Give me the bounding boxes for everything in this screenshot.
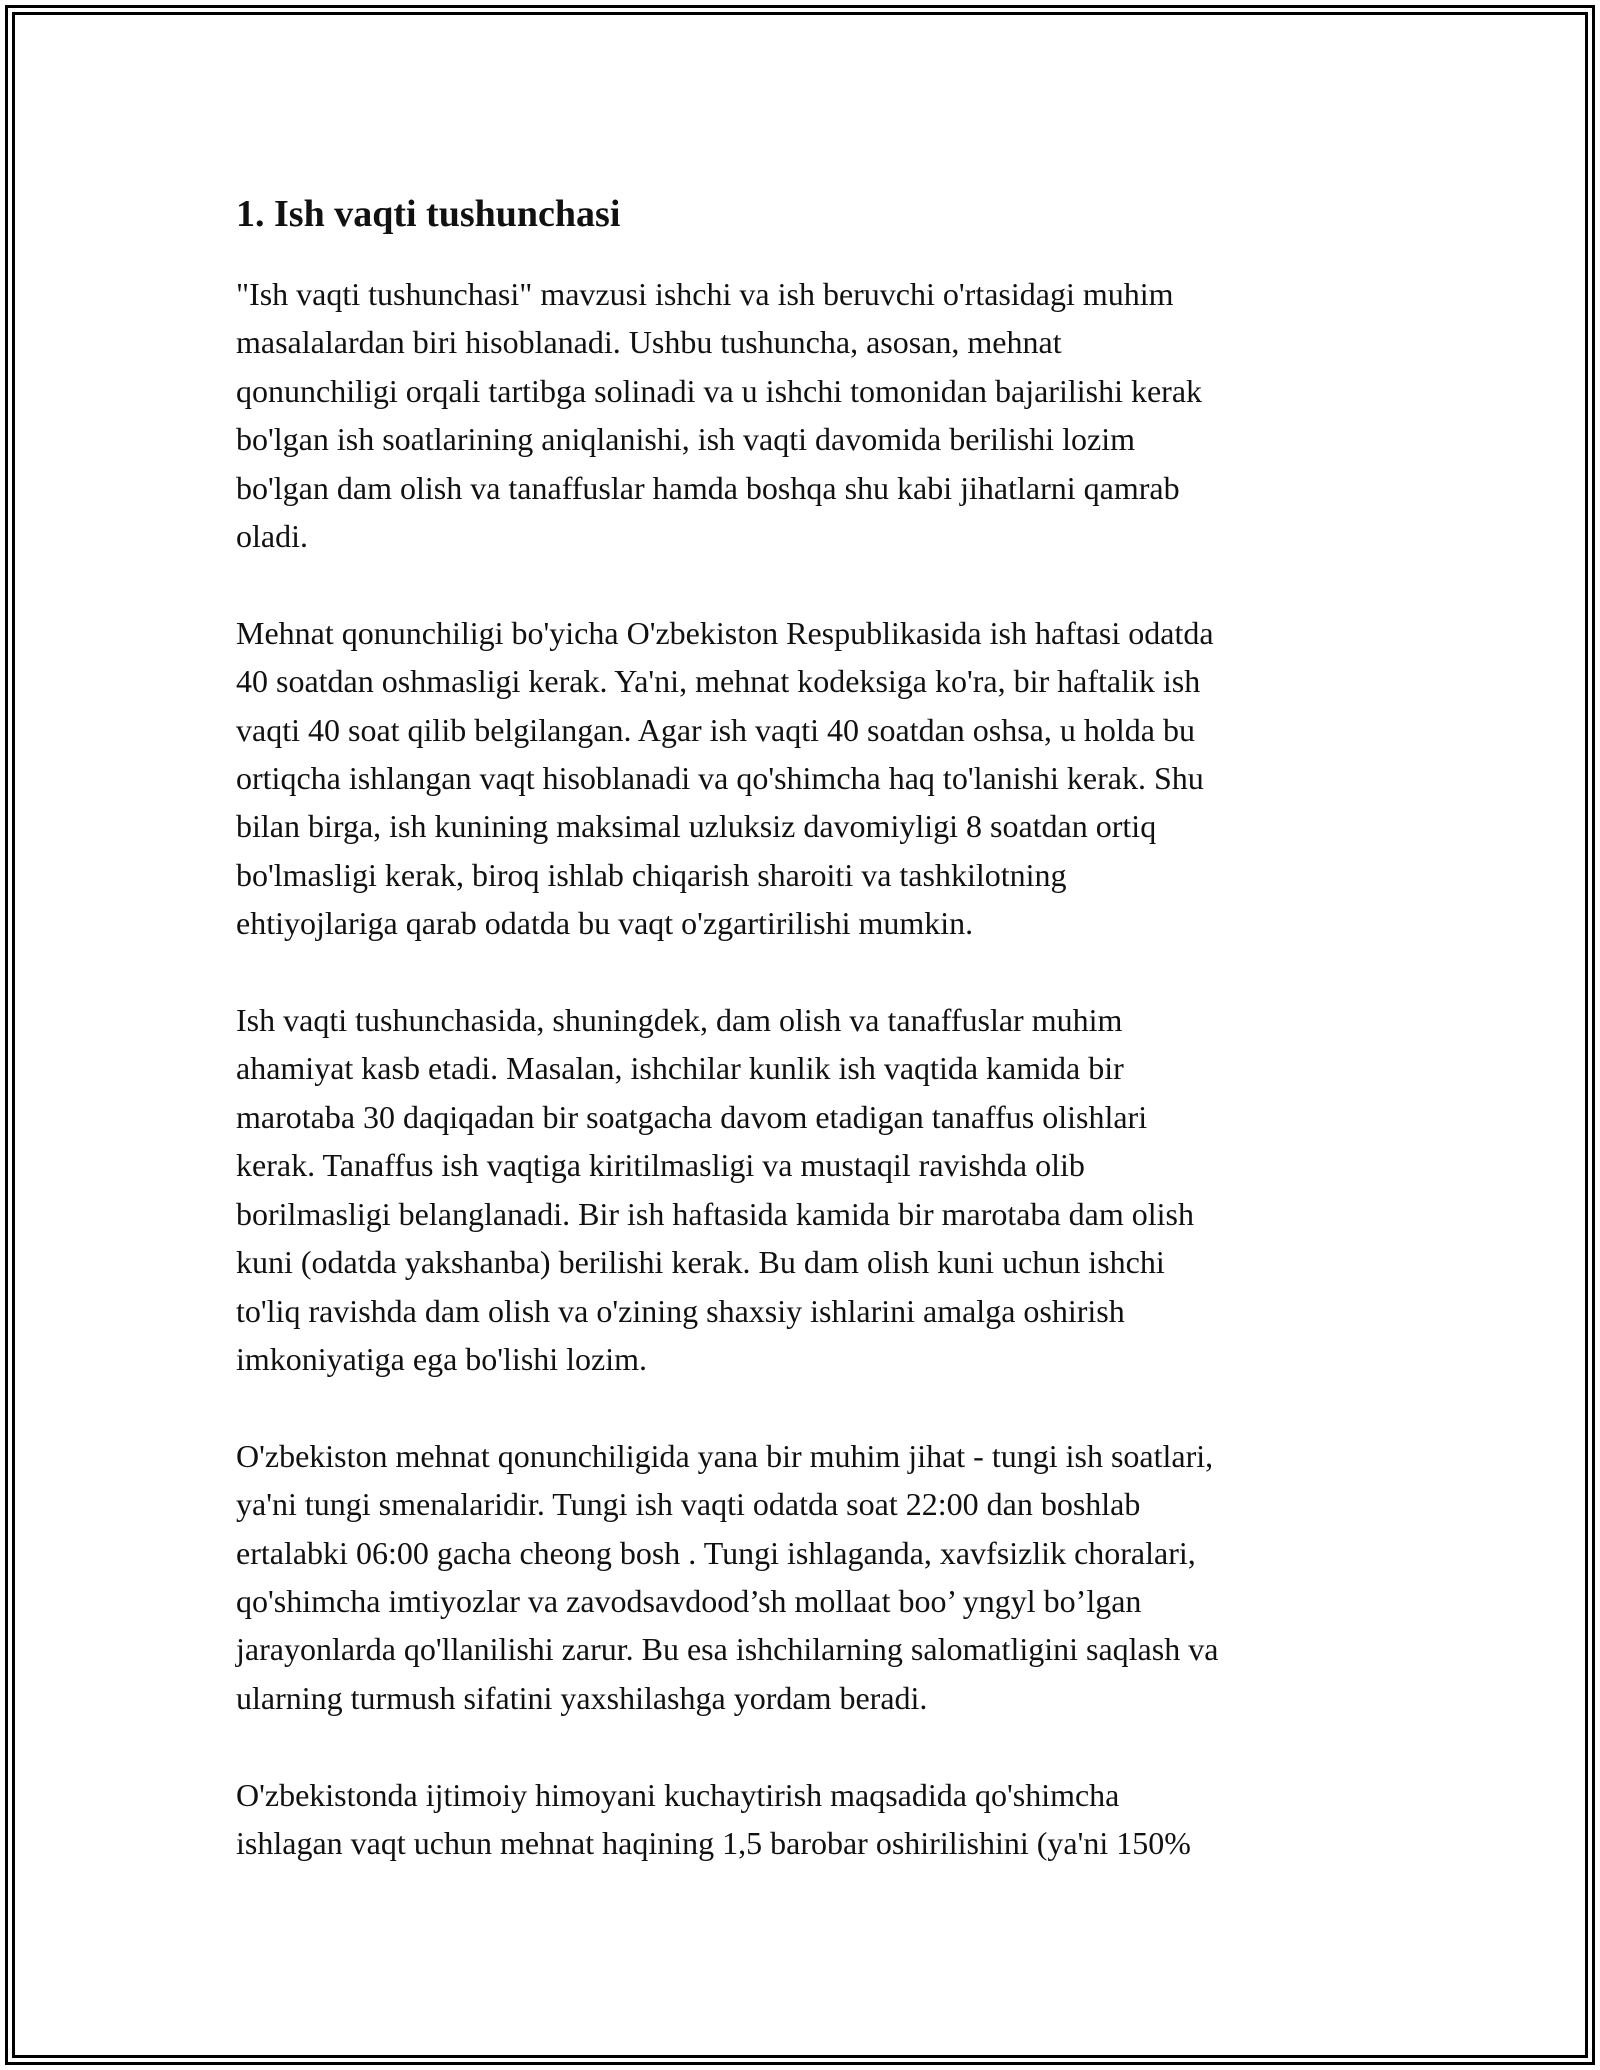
paragraph-4: O'zbekiston mehnat qonunchiligida yana bir muhim jihat - tungi ish soatlari, ya'ni tungi smenalaridir. Tungi ish vaqti odatda soat 22:00 dan boshlab ertalabki 06:00 gacha cheong bosh . Tungi ishlaganda, xavfsizlik choralari, qo'shimcha imtiyozlar va zavodsavdood’sh mollaat boo’ yngyl bo’lgan jarayonlarda qo'llanilishi zarur. Bu esa ishchilarning salomatligini saqlash va ularning turmush sifatini yaxshilashga yordam beradi. xyxy=(236,1437,1219,1716)
paragraph-2: Mehnat qonunchiligi bo'yicha O'zbekiston Respublikasida ish haftasi odatda 40 soatdan oshmasligi kerak. Ya'ni, mehnat kodeksiga ko'ra, bir haftalik ish vaqti 40 soat qilib belgilangan. Agar ish vaqti 40 soatdan oshsa, u holda bu ortiqcha ishlangan vaqt hisoblanadi va qo'shimcha haq to'lanishi kerak. Shu bilan birga, ish kunining maksimal uzluksiz davomiyligi 8 soatdan ortiq bo'lmasligi kerak, biroq ishlab chiqarish sharoiti va tashkilotning ehtiyojlariga qarab odatda bu vaqt o'zgartirilishi mumkin. xyxy=(236,614,1214,942)
paragraph-5: O'zbekistonda ijtimoiy himoyani kuchaytirish maqsadida qo'shimcha ishlagan vaqt uchun mehnat haqining 1,5 barobar oshirilishini (ya'ni 150% xyxy=(236,1776,1191,1861)
section-heading: 1. Ish vaqti tushunchasi xyxy=(236,193,621,235)
paragraph-1: "Ish vaqti tushunchasi" mavzusi ishchi va ish beruvchi o'rtasidagi muhim masalalardan biri hisoblanadi. Ushbu tushuncha, asosan, mehnat qonunchiligi orqali tartibga solinadi va u ishchi tomonidan bajarilishi kerak bo'lgan ish soatlarining aniqlanishi, ish vaqti davomida berilishi lozim bo'lgan dam olish va tanaffuslar hamda boshqa shu kabi jihatlarni qamrab oladi. xyxy=(236,276,1203,555)
document-body xyxy=(236,180,1366,1916)
paragraph-3: Ish vaqti tushunchasida, shuningdek, dam olish va tanaffuslar muhim ahamiyat kasb etadi. Masalan, ishchilar kunlik ish vaqtida kamida bir marotaba 30 daqiqadan bir soatgacha davom etadigan tanaffus olishlari kerak. Tanaffus ish vaqtiga kiritilmasligi va mustaqil ravishda olib borilmasligi belanglanadi. Bir ish haftasida kamida bir marotaba dam olish kuni (odatda yakshanba) berilishi kerak. Bu dam olish kuni uchun ishchi to'liq ravishda dam olish va o'zining shaxsiy ishlarini amalga oshirish imkoniyatiga ega bo'lishi lozim. xyxy=(236,1002,1194,1377)
